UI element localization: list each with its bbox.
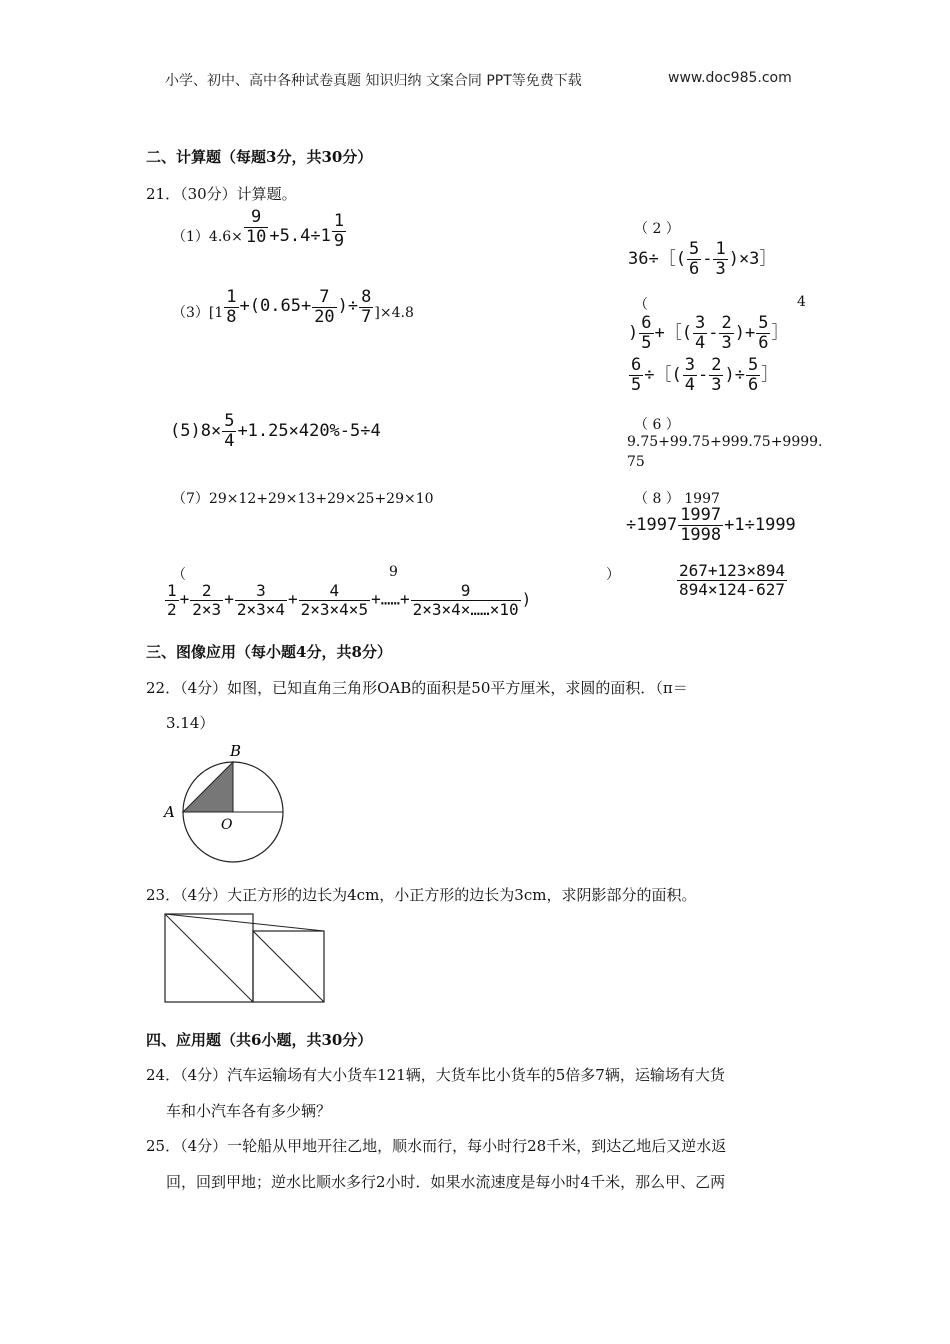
q25-text-line-1: 25．（4分）一轮船从甲地开往乙地，顺水而行，每小时行28千米，到达乙地后又逆水返 bbox=[146, 1137, 727, 1155]
problem-4-label-left: （ bbox=[634, 297, 648, 313]
problem-5: (5)8× $\frac{5}{4}$ +1.25×420%-5÷4 bbox=[170, 411, 381, 451]
q21-heading: 21．（30分）计算题。 bbox=[146, 185, 297, 203]
small-diagonal bbox=[253, 931, 324, 1002]
header-site-link[interactable]: www.doc985.com bbox=[668, 70, 792, 86]
section-2-title: 二、计算题（每题3分，共30分） bbox=[146, 148, 373, 166]
circle-triangle-figure bbox=[160, 740, 320, 865]
problem-9-label-right: ） bbox=[606, 567, 620, 583]
label-o: O bbox=[221, 817, 233, 833]
problem-6-label: （ 6 ） bbox=[634, 417, 680, 433]
problem-9: $\frac{1}{2}$ + $\frac{2}{2\times 3}$ + $\frac{3}{2\times 3\times 4}$ + $\frac{4}{2\times 3\times 4\times 5}$ +……+ $\frac{9}{2\times 3\times 4\times\dots\dots\times 10}$ ) bbox=[167, 581, 532, 619]
shaded-triangle bbox=[183, 762, 233, 812]
q25-text-line-2: 回，回到甲地；逆水比顺水多行2小时．如果水流速度是每小时4千米，那么甲、乙两 bbox=[166, 1173, 726, 1191]
problem-9-label-number: 9 bbox=[389, 564, 398, 580]
problem-4-line-1: ) $\frac{6}{5}$ +［( $\frac{3}{4}$ - $\frac{2}{3}$ )+ $\frac{5}{6}$ ］ bbox=[628, 313, 789, 353]
q23-text: 23．（4分）大正方形的边长为4cm，小正方形的边长为3cm，求阴影部分的面积。 bbox=[146, 886, 697, 904]
problem-2: 36÷［( $\frac{5}{6}$ - $\frac{1}{3}$ )×3］ bbox=[628, 239, 777, 279]
squares-figure bbox=[160, 908, 335, 1008]
problem-8-label: （ 8 ） 1997 bbox=[634, 491, 720, 507]
problem-6-line-2: 75 bbox=[627, 454, 645, 470]
header-banner: 小学、初中、高中各种试卷真题 知识归纳 文案合同 PPT等免费下载 bbox=[165, 73, 582, 89]
section-4-title: 四、应用题（共6小题，共30分） bbox=[146, 1031, 373, 1049]
problem-3: （3）[1 $\frac{1}{8}$ +(0.65+ $\frac{7}{20}$ )÷ $\frac{8}{7}$ ]×4.8 bbox=[172, 287, 414, 327]
q22-text-line-1: 22．（4分）如图，已知直角三角形OAB的面积是50平方厘米，求圆的面积．（π＝ bbox=[146, 679, 688, 697]
q24-text-line-2: 车和小汽车各有多少辆？ bbox=[166, 1102, 332, 1120]
problem-6-line-1: 9.75+99.75+999.75+9999. bbox=[627, 434, 823, 450]
section-3-title: 三、图像应用（每小题4分，共8分） bbox=[146, 643, 392, 661]
problem-4-line-2: $\frac{6}{5}$ ÷［( $\frac{3}{4}$ - $\frac{2}{3}$ )÷ $\frac{5}{6}$ ］ bbox=[631, 355, 779, 395]
connecting-line bbox=[165, 914, 324, 931]
problem-8: ÷1997 $\frac{1997}{1998}$ +1÷1999 bbox=[626, 505, 796, 545]
q22-text-line-2: 3.14） bbox=[166, 714, 215, 732]
problem-9-label-left: （ bbox=[172, 567, 186, 583]
large-diagonal bbox=[165, 914, 253, 1002]
problem-7: （7）29×12+29×13+29×25+29×10 bbox=[172, 491, 434, 507]
problem-1: （1）4.6× $\frac{9}{10}$ +5.4÷1 $\frac{1}{9}$ bbox=[172, 207, 345, 251]
q24-text-line-1: 24．（4分）汽车运输场有大小货车121辆，大货车比小货车的5倍多7辆，运输场有大货 bbox=[146, 1066, 725, 1084]
label-b: B bbox=[230, 742, 242, 760]
problem-2-label: （ 2 ） bbox=[634, 221, 680, 237]
problem-10: $\frac{267+123\times 894}{894\times 124-627}$ bbox=[679, 561, 785, 599]
label-a: A bbox=[164, 803, 175, 821]
problem-4-label-number: 4 bbox=[797, 294, 806, 310]
